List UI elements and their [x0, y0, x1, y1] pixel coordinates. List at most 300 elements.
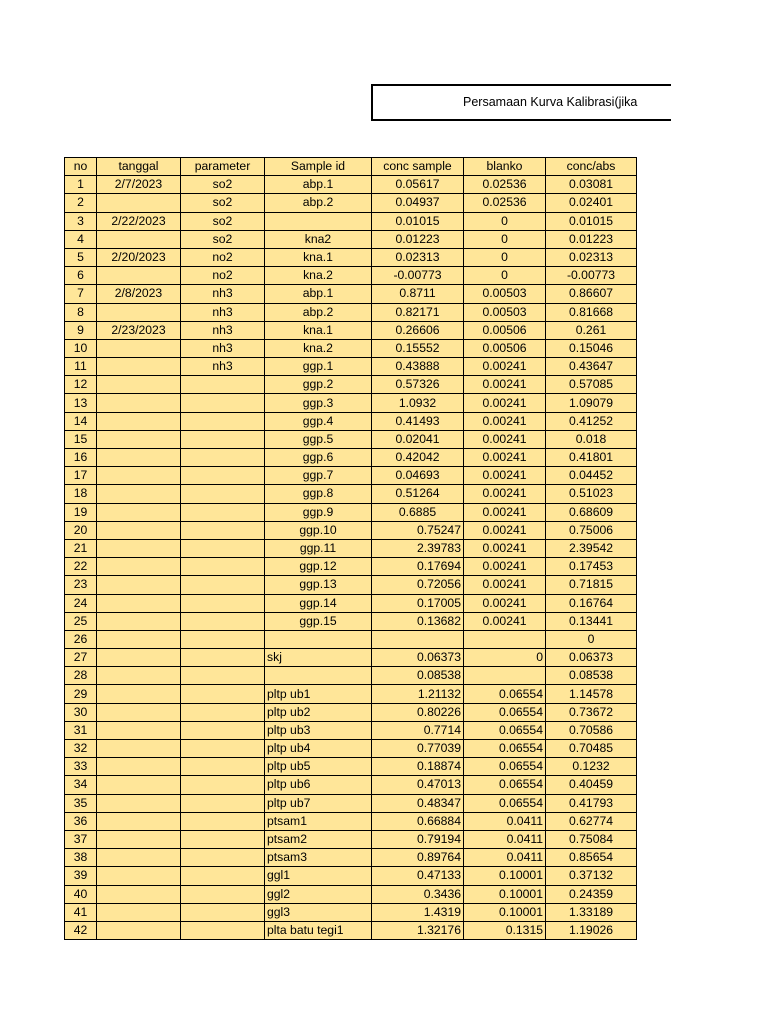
cell-blanko[interactable]: 0.00241: [464, 576, 546, 594]
cell-tanggal[interactable]: [97, 921, 181, 939]
cell-parameter[interactable]: [181, 503, 265, 521]
cell-conc-abs[interactable]: 0.06373: [546, 649, 637, 667]
cell-blanko[interactable]: 0.00506: [464, 321, 546, 339]
cell-tanggal[interactable]: [97, 830, 181, 848]
cell-conc-sample[interactable]: 0.8711: [372, 285, 464, 303]
cell-parameter[interactable]: nh3: [181, 358, 265, 376]
cell-blanko[interactable]: 0.00241: [464, 412, 546, 430]
cell-no[interactable]: 15: [65, 430, 97, 448]
cell-blanko[interactable]: 0.02536: [464, 194, 546, 212]
cell-tanggal[interactable]: [97, 485, 181, 503]
cell-sample-id[interactable]: kna.1: [265, 321, 372, 339]
cell-parameter[interactable]: nh3: [181, 303, 265, 321]
cell-tanggal[interactable]: 2/23/2023: [97, 321, 181, 339]
cell-parameter[interactable]: [181, 685, 265, 703]
cell-blanko[interactable]: 0: [464, 267, 546, 285]
cell-blanko[interactable]: [464, 667, 546, 685]
cell-conc-sample[interactable]: 0.43888: [372, 358, 464, 376]
cell-sample-id[interactable]: ggl2: [265, 885, 372, 903]
cell-tanggal[interactable]: [97, 303, 181, 321]
cell-parameter[interactable]: [181, 885, 265, 903]
cell-blanko[interactable]: [464, 630, 546, 648]
cell-no[interactable]: 22: [65, 558, 97, 576]
cell-conc-sample[interactable]: 0.08538: [372, 667, 464, 685]
cell-blanko[interactable]: 0.06554: [464, 794, 546, 812]
cell-sample-id[interactable]: abp.2: [265, 194, 372, 212]
cell-tanggal[interactable]: [97, 412, 181, 430]
cell-tanggal[interactable]: [97, 685, 181, 703]
header-parameter[interactable]: parameter: [181, 158, 265, 176]
cell-conc-abs[interactable]: 0.1232: [546, 758, 637, 776]
cell-conc-sample[interactable]: 0.89764: [372, 849, 464, 867]
cell-conc-sample[interactable]: 2.39783: [372, 539, 464, 557]
cell-blanko[interactable]: 0.10001: [464, 867, 546, 885]
cell-conc-sample[interactable]: 0.41493: [372, 412, 464, 430]
cell-tanggal[interactable]: 2/22/2023: [97, 212, 181, 230]
cell-sample-id[interactable]: pltp ub5: [265, 758, 372, 776]
cell-parameter[interactable]: [181, 649, 265, 667]
cell-tanggal[interactable]: [97, 630, 181, 648]
cell-no[interactable]: 24: [65, 594, 97, 612]
cell-blanko[interactable]: 0.00241: [464, 449, 546, 467]
cell-no[interactable]: 38: [65, 849, 97, 867]
cell-parameter[interactable]: nh3: [181, 285, 265, 303]
cell-blanko[interactable]: 0.06554: [464, 776, 546, 794]
cell-blanko[interactable]: 0.02536: [464, 176, 546, 194]
cell-tanggal[interactable]: 2/7/2023: [97, 176, 181, 194]
cell-parameter[interactable]: [181, 812, 265, 830]
header-tanggal[interactable]: tanggal: [97, 158, 181, 176]
cell-conc-abs[interactable]: 1.19026: [546, 921, 637, 939]
cell-blanko[interactable]: 0.0411: [464, 849, 546, 867]
cell-conc-abs[interactable]: 0.24359: [546, 885, 637, 903]
cell-blanko[interactable]: 0.0411: [464, 812, 546, 830]
cell-no[interactable]: 39: [65, 867, 97, 885]
cell-blanko[interactable]: 0.0411: [464, 830, 546, 848]
cell-conc-sample[interactable]: 0.82171: [372, 303, 464, 321]
cell-sample-id[interactable]: pltp ub2: [265, 703, 372, 721]
cell-blanko[interactable]: 0.00241: [464, 376, 546, 394]
cell-sample-id[interactable]: pltp ub7: [265, 794, 372, 812]
cell-sample-id[interactable]: kna.1: [265, 248, 372, 266]
cell-no[interactable]: 21: [65, 539, 97, 557]
cell-sample-id[interactable]: kna.2: [265, 267, 372, 285]
cell-parameter[interactable]: [181, 758, 265, 776]
cell-parameter[interactable]: [181, 594, 265, 612]
cell-tanggal[interactable]: [97, 703, 181, 721]
cell-conc-sample[interactable]: 0.75247: [372, 521, 464, 539]
cell-blanko[interactable]: 0.00241: [464, 503, 546, 521]
cell-parameter[interactable]: [181, 412, 265, 430]
cell-no[interactable]: 29: [65, 685, 97, 703]
cell-blanko[interactable]: 0.00241: [464, 358, 546, 376]
cell-sample-id[interactable]: ggp.9: [265, 503, 372, 521]
cell-tanggal[interactable]: [97, 358, 181, 376]
cell-conc-abs[interactable]: 0.02401: [546, 194, 637, 212]
cell-no[interactable]: 37: [65, 830, 97, 848]
cell-sample-id[interactable]: ggp.14: [265, 594, 372, 612]
cell-conc-sample[interactable]: 0.77039: [372, 740, 464, 758]
cell-conc-sample[interactable]: 0.01223: [372, 230, 464, 248]
cell-conc-abs[interactable]: 0.02313: [546, 248, 637, 266]
cell-conc-abs[interactable]: 0.17453: [546, 558, 637, 576]
cell-sample-id[interactable]: ggp.2: [265, 376, 372, 394]
cell-conc-abs[interactable]: 0.41793: [546, 794, 637, 812]
cell-tanggal[interactable]: [97, 194, 181, 212]
cell-parameter[interactable]: [181, 630, 265, 648]
cell-conc-abs[interactable]: 0.85654: [546, 849, 637, 867]
cell-tanggal[interactable]: [97, 721, 181, 739]
cell-parameter[interactable]: so2: [181, 212, 265, 230]
cell-conc-abs[interactable]: 0.68609: [546, 503, 637, 521]
cell-parameter[interactable]: nh3: [181, 321, 265, 339]
cell-no[interactable]: 1: [65, 176, 97, 194]
cell-blanko[interactable]: 0: [464, 649, 546, 667]
cell-tanggal[interactable]: [97, 339, 181, 357]
cell-conc-abs[interactable]: 0.70485: [546, 740, 637, 758]
cell-blanko[interactable]: 0.00241: [464, 467, 546, 485]
cell-no[interactable]: 9: [65, 321, 97, 339]
cell-tanggal[interactable]: 2/20/2023: [97, 248, 181, 266]
cell-sample-id[interactable]: ggp.4: [265, 412, 372, 430]
cell-parameter[interactable]: [181, 612, 265, 630]
cell-tanggal[interactable]: 2/8/2023: [97, 285, 181, 303]
cell-conc-sample[interactable]: 0.26606: [372, 321, 464, 339]
cell-no[interactable]: 26: [65, 630, 97, 648]
cell-sample-id[interactable]: [265, 212, 372, 230]
cell-conc-sample[interactable]: 0.04937: [372, 194, 464, 212]
cell-conc-abs[interactable]: 0.37132: [546, 867, 637, 885]
cell-blanko[interactable]: 0: [464, 212, 546, 230]
cell-tanggal[interactable]: [97, 867, 181, 885]
cell-conc-abs[interactable]: 0.75084: [546, 830, 637, 848]
cell-sample-id[interactable]: pltp ub6: [265, 776, 372, 794]
cell-no[interactable]: 17: [65, 467, 97, 485]
cell-conc-sample[interactable]: 0.48347: [372, 794, 464, 812]
cell-conc-sample[interactable]: 0.42042: [372, 449, 464, 467]
cell-blanko[interactable]: 0.00241: [464, 594, 546, 612]
cell-conc-abs[interactable]: 0.75006: [546, 521, 637, 539]
cell-no[interactable]: 10: [65, 339, 97, 357]
cell-conc-sample[interactable]: 0.17005: [372, 594, 464, 612]
cell-tanggal[interactable]: [97, 558, 181, 576]
cell-no[interactable]: 25: [65, 612, 97, 630]
cell-no[interactable]: 12: [65, 376, 97, 394]
cell-tanggal[interactable]: [97, 430, 181, 448]
cell-tanggal[interactable]: [97, 521, 181, 539]
cell-sample-id[interactable]: ggp.15: [265, 612, 372, 630]
cell-conc-abs[interactable]: 0.86607: [546, 285, 637, 303]
cell-no[interactable]: 31: [65, 721, 97, 739]
cell-parameter[interactable]: [181, 394, 265, 412]
cell-sample-id[interactable]: ggp.10: [265, 521, 372, 539]
cell-tanggal[interactable]: [97, 503, 181, 521]
cell-sample-id[interactable]: ggp.8: [265, 485, 372, 503]
cell-blanko[interactable]: 0.1315: [464, 921, 546, 939]
cell-tanggal[interactable]: [97, 394, 181, 412]
cell-parameter[interactable]: [181, 467, 265, 485]
cell-blanko[interactable]: 0.06554: [464, 685, 546, 703]
cell-blanko[interactable]: 0.10001: [464, 903, 546, 921]
cell-conc-abs[interactable]: 0.40459: [546, 776, 637, 794]
cell-no[interactable]: 33: [65, 758, 97, 776]
cell-conc-abs[interactable]: 0.51023: [546, 485, 637, 503]
cell-parameter[interactable]: [181, 794, 265, 812]
cell-no[interactable]: 36: [65, 812, 97, 830]
cell-sample-id[interactable]: ggp.12: [265, 558, 372, 576]
cell-sample-id[interactable]: ptsam3: [265, 849, 372, 867]
cell-sample-id[interactable]: ggp.6: [265, 449, 372, 467]
cell-parameter[interactable]: [181, 903, 265, 921]
cell-conc-sample[interactable]: 0.51264: [372, 485, 464, 503]
cell-conc-abs[interactable]: 2.39542: [546, 539, 637, 557]
header-sample-id[interactable]: Sample id: [265, 158, 372, 176]
cell-tanggal[interactable]: [97, 539, 181, 557]
cell-conc-abs[interactable]: 0.16764: [546, 594, 637, 612]
cell-blanko[interactable]: 0: [464, 248, 546, 266]
cell-conc-sample[interactable]: 0.3436: [372, 885, 464, 903]
cell-no[interactable]: 23: [65, 576, 97, 594]
cell-no[interactable]: 5: [65, 248, 97, 266]
cell-no[interactable]: 11: [65, 358, 97, 376]
cell-parameter[interactable]: [181, 921, 265, 939]
cell-blanko[interactable]: 0: [464, 230, 546, 248]
cell-conc-abs[interactable]: 0.08538: [546, 667, 637, 685]
cell-conc-abs[interactable]: 0.018: [546, 430, 637, 448]
cell-no[interactable]: 42: [65, 921, 97, 939]
cell-conc-sample[interactable]: 0.05617: [372, 176, 464, 194]
cell-parameter[interactable]: [181, 776, 265, 794]
cell-tanggal[interactable]: [97, 740, 181, 758]
cell-parameter[interactable]: [181, 576, 265, 594]
cell-conc-abs[interactable]: 0.41801: [546, 449, 637, 467]
cell-tanggal[interactable]: [97, 776, 181, 794]
cell-sample-id[interactable]: abp.2: [265, 303, 372, 321]
cell-sample-id[interactable]: [265, 667, 372, 685]
cell-blanko[interactable]: 0.06554: [464, 721, 546, 739]
cell-sample-id[interactable]: ggl1: [265, 867, 372, 885]
cell-sample-id[interactable]: kna2: [265, 230, 372, 248]
cell-sample-id[interactable]: plta batu tegi1: [265, 921, 372, 939]
cell-conc-abs[interactable]: 0.43647: [546, 358, 637, 376]
cell-conc-sample[interactable]: 0.79194: [372, 830, 464, 848]
cell-parameter[interactable]: [181, 703, 265, 721]
cell-conc-abs[interactable]: 0.41252: [546, 412, 637, 430]
cell-conc-sample[interactable]: 1.21132: [372, 685, 464, 703]
cell-sample-id[interactable]: ggp.13: [265, 576, 372, 594]
cell-conc-abs[interactable]: 1.09079: [546, 394, 637, 412]
cell-blanko[interactable]: 0.00241: [464, 521, 546, 539]
cell-conc-sample[interactable]: 0.02313: [372, 248, 464, 266]
cell-conc-sample[interactable]: [372, 630, 464, 648]
cell-conc-abs[interactable]: -0.00773: [546, 267, 637, 285]
cell-conc-sample[interactable]: 0.02041: [372, 430, 464, 448]
cell-sample-id[interactable]: [265, 630, 372, 648]
cell-conc-abs[interactable]: 0.13441: [546, 612, 637, 630]
cell-parameter[interactable]: [181, 867, 265, 885]
cell-conc-sample[interactable]: 0.47133: [372, 867, 464, 885]
header-conc-abs[interactable]: conc/abs: [546, 158, 637, 176]
cell-conc-abs[interactable]: 0.03081: [546, 176, 637, 194]
cell-conc-sample[interactable]: 1.32176: [372, 921, 464, 939]
cell-parameter[interactable]: no2: [181, 248, 265, 266]
cell-sample-id[interactable]: ggp.3: [265, 394, 372, 412]
cell-tanggal[interactable]: [97, 449, 181, 467]
cell-sample-id[interactable]: ggp.5: [265, 430, 372, 448]
cell-tanggal[interactable]: [97, 812, 181, 830]
cell-conc-abs[interactable]: 1.14578: [546, 685, 637, 703]
cell-sample-id[interactable]: abp.1: [265, 176, 372, 194]
cell-tanggal[interactable]: [97, 849, 181, 867]
cell-no[interactable]: 2: [65, 194, 97, 212]
cell-sample-id[interactable]: ggp.1: [265, 358, 372, 376]
cell-no[interactable]: 14: [65, 412, 97, 430]
cell-parameter[interactable]: no2: [181, 267, 265, 285]
cell-no[interactable]: 19: [65, 503, 97, 521]
cell-no[interactable]: 32: [65, 740, 97, 758]
cell-conc-sample[interactable]: 0.17694: [372, 558, 464, 576]
cell-tanggal[interactable]: [97, 903, 181, 921]
cell-parameter[interactable]: nh3: [181, 339, 265, 357]
cell-no[interactable]: 7: [65, 285, 97, 303]
cell-tanggal[interactable]: [97, 376, 181, 394]
header-no[interactable]: no: [65, 158, 97, 176]
cell-conc-sample[interactable]: 0.13682: [372, 612, 464, 630]
cell-conc-abs[interactable]: 0.261: [546, 321, 637, 339]
cell-blanko[interactable]: 0.06554: [464, 740, 546, 758]
cell-blanko[interactable]: 0.00241: [464, 485, 546, 503]
cell-conc-sample[interactable]: 0.15552: [372, 339, 464, 357]
cell-tanggal[interactable]: [97, 649, 181, 667]
cell-conc-sample[interactable]: 0.7714: [372, 721, 464, 739]
cell-sample-id[interactable]: abp.1: [265, 285, 372, 303]
cell-parameter[interactable]: [181, 558, 265, 576]
cell-conc-abs[interactable]: 0.57085: [546, 376, 637, 394]
cell-conc-sample[interactable]: 0.18874: [372, 758, 464, 776]
cell-parameter[interactable]: [181, 449, 265, 467]
cell-conc-sample[interactable]: 1.4319: [372, 903, 464, 921]
cell-no[interactable]: 27: [65, 649, 97, 667]
cell-conc-abs[interactable]: 0.81668: [546, 303, 637, 321]
cell-conc-sample[interactable]: 0.04693: [372, 467, 464, 485]
cell-tanggal[interactable]: [97, 594, 181, 612]
cell-sample-id[interactable]: ggp.11: [265, 539, 372, 557]
cell-no[interactable]: 4: [65, 230, 97, 248]
cell-blanko[interactable]: 0.00241: [464, 394, 546, 412]
cell-no[interactable]: 41: [65, 903, 97, 921]
cell-conc-abs[interactable]: 0.01223: [546, 230, 637, 248]
cell-parameter[interactable]: [181, 740, 265, 758]
cell-tanggal[interactable]: [97, 267, 181, 285]
cell-conc-sample[interactable]: 0.6885: [372, 503, 464, 521]
cell-no[interactable]: 13: [65, 394, 97, 412]
cell-blanko[interactable]: 0.00506: [464, 339, 546, 357]
cell-parameter[interactable]: so2: [181, 176, 265, 194]
cell-parameter[interactable]: [181, 721, 265, 739]
cell-conc-abs[interactable]: 0.62774: [546, 812, 637, 830]
cell-conc-sample[interactable]: 0.72056: [372, 576, 464, 594]
cell-no[interactable]: 16: [65, 449, 97, 467]
cell-tanggal[interactable]: [97, 576, 181, 594]
cell-conc-abs[interactable]: 0.70586: [546, 721, 637, 739]
cell-conc-abs[interactable]: 0: [546, 630, 637, 648]
cell-blanko[interactable]: 0.06554: [464, 758, 546, 776]
cell-sample-id[interactable]: ptsam1: [265, 812, 372, 830]
cell-no[interactable]: 30: [65, 703, 97, 721]
cell-no[interactable]: 18: [65, 485, 97, 503]
cell-conc-sample[interactable]: 0.57326: [372, 376, 464, 394]
cell-blanko[interactable]: 0.00503: [464, 285, 546, 303]
cell-no[interactable]: 8: [65, 303, 97, 321]
cell-conc-sample[interactable]: 0.01015: [372, 212, 464, 230]
cell-conc-sample[interactable]: -0.00773: [372, 267, 464, 285]
cell-conc-sample[interactable]: 0.80226: [372, 703, 464, 721]
cell-tanggal[interactable]: [97, 667, 181, 685]
cell-no[interactable]: 6: [65, 267, 97, 285]
cell-parameter[interactable]: so2: [181, 230, 265, 248]
cell-tanggal[interactable]: [97, 467, 181, 485]
cell-sample-id[interactable]: skj: [265, 649, 372, 667]
cell-conc-abs[interactable]: 1.33189: [546, 903, 637, 921]
cell-tanggal[interactable]: [97, 794, 181, 812]
cell-parameter[interactable]: [181, 667, 265, 685]
cell-blanko[interactable]: 0.00241: [464, 430, 546, 448]
header-conc-sample[interactable]: conc sample: [372, 158, 464, 176]
cell-conc-sample[interactable]: 0.47013: [372, 776, 464, 794]
cell-no[interactable]: 35: [65, 794, 97, 812]
cell-conc-sample[interactable]: 1.0932: [372, 394, 464, 412]
cell-blanko[interactable]: 0.10001: [464, 885, 546, 903]
cell-parameter[interactable]: [181, 539, 265, 557]
cell-conc-abs[interactable]: 0.73672: [546, 703, 637, 721]
cell-conc-abs[interactable]: 0.01015: [546, 212, 637, 230]
cell-blanko[interactable]: 0.00241: [464, 539, 546, 557]
cell-sample-id[interactable]: kna.2: [265, 339, 372, 357]
cell-tanggal[interactable]: [97, 612, 181, 630]
cell-sample-id[interactable]: pltp ub1: [265, 685, 372, 703]
header-blanko[interactable]: blanko: [464, 158, 546, 176]
cell-parameter[interactable]: [181, 376, 265, 394]
cell-conc-sample[interactable]: 0.66884: [372, 812, 464, 830]
cell-tanggal[interactable]: [97, 230, 181, 248]
cell-parameter[interactable]: [181, 830, 265, 848]
cell-no[interactable]: 28: [65, 667, 97, 685]
cell-conc-abs[interactable]: 0.71815: [546, 576, 637, 594]
cell-sample-id[interactable]: ggl3: [265, 903, 372, 921]
cell-blanko[interactable]: 0.06554: [464, 703, 546, 721]
cell-tanggal[interactable]: [97, 885, 181, 903]
cell-sample-id[interactable]: ggp.7: [265, 467, 372, 485]
cell-parameter[interactable]: [181, 521, 265, 539]
cell-no[interactable]: 34: [65, 776, 97, 794]
cell-blanko[interactable]: 0.00503: [464, 303, 546, 321]
cell-conc-sample[interactable]: 0.06373: [372, 649, 464, 667]
cell-conc-abs[interactable]: 0.04452: [546, 467, 637, 485]
cell-sample-id[interactable]: pltp ub4: [265, 740, 372, 758]
cell-sample-id[interactable]: ptsam2: [265, 830, 372, 848]
cell-tanggal[interactable]: [97, 758, 181, 776]
cell-blanko[interactable]: 0.00241: [464, 612, 546, 630]
cell-parameter[interactable]: so2: [181, 194, 265, 212]
cell-no[interactable]: 40: [65, 885, 97, 903]
cell-parameter[interactable]: [181, 430, 265, 448]
cell-no[interactable]: 3: [65, 212, 97, 230]
cell-parameter[interactable]: [181, 849, 265, 867]
cell-conc-abs[interactable]: 0.15046: [546, 339, 637, 357]
cell-blanko[interactable]: 0.00241: [464, 558, 546, 576]
cell-sample-id[interactable]: pltp ub3: [265, 721, 372, 739]
cell-parameter[interactable]: [181, 485, 265, 503]
